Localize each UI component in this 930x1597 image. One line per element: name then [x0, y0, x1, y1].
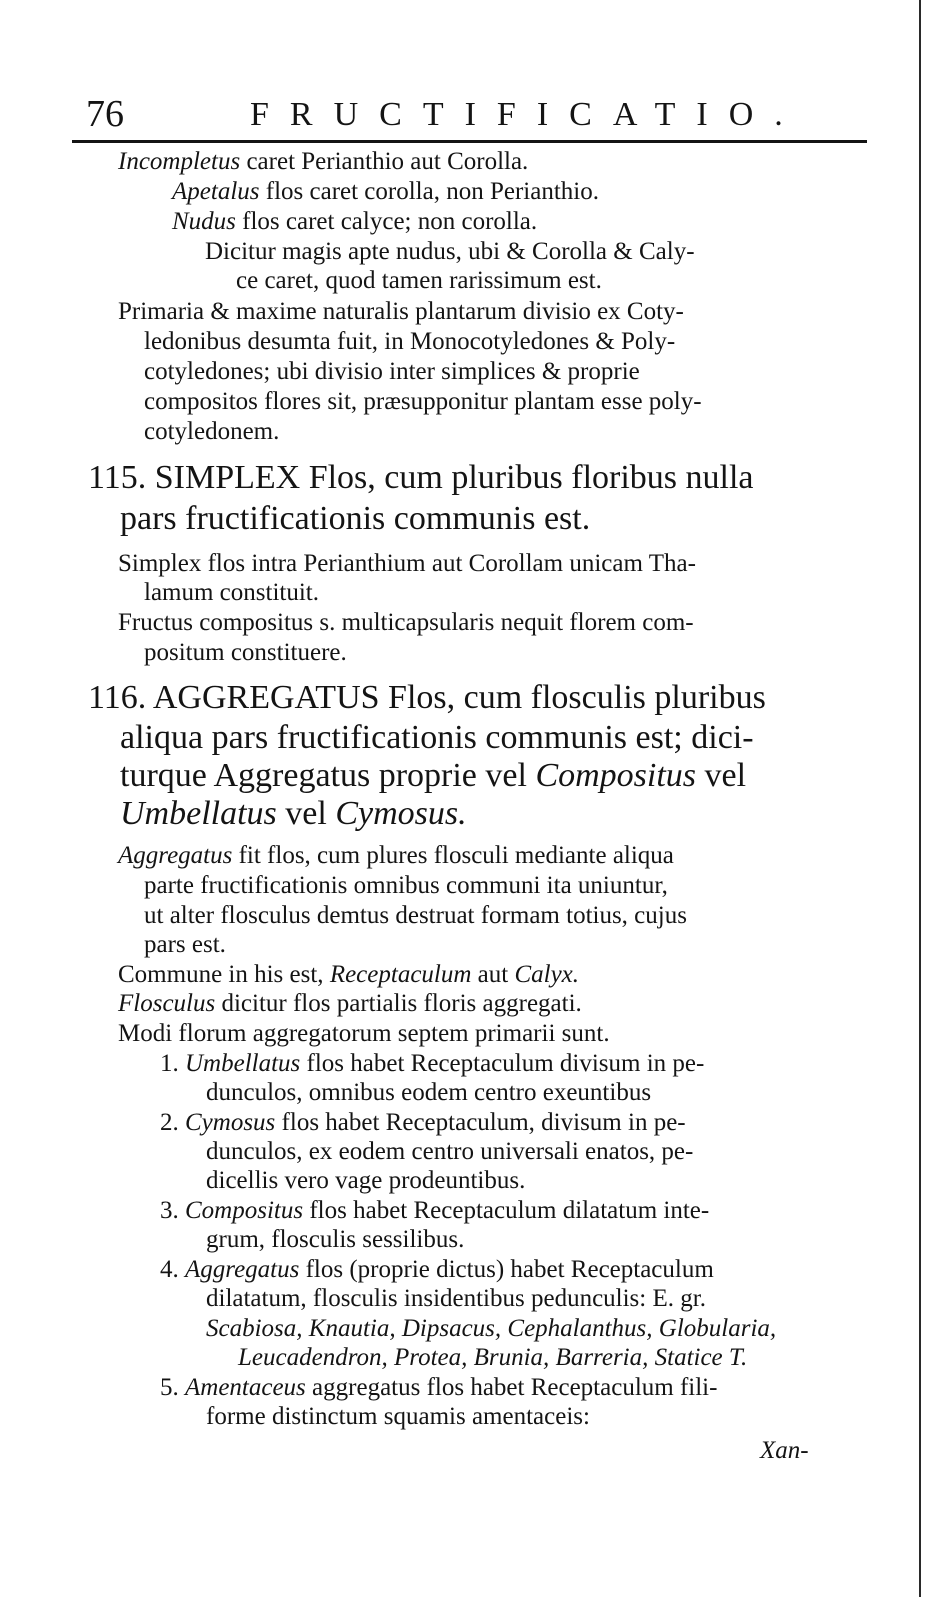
text-line	[160, 1255, 714, 1285]
text-segment: positum constituere.	[144, 639, 347, 666]
text-segment: 115. SIMPLEX Flos, cum pluribus floribus nulla	[88, 459, 754, 496]
italic-text: Umbellatus	[120, 795, 277, 832]
italic-text: Apetalus	[172, 178, 260, 205]
text-segment: flos caret calyce; non corolla.	[235, 208, 538, 235]
italic-text: Incompletus	[118, 148, 241, 175]
italic-text: Amentaceus	[185, 1374, 306, 1401]
italic-text: Calyx.	[514, 961, 580, 988]
text-line	[144, 871, 668, 901]
text-line	[88, 678, 766, 718]
italic-text: Xan-	[760, 1437, 809, 1464]
italic-text: Umbellatus	[185, 1050, 301, 1077]
text-segment: cotyledones; ubi divisio inter simplices & proprie	[144, 358, 640, 385]
text-line	[120, 756, 746, 796]
italic-text: Compositus	[185, 1197, 304, 1224]
text-segment: ledonibus desumta fuit, in Monocotyledones & Poly-	[144, 328, 676, 355]
italic-text: Compositus	[535, 757, 697, 794]
text-segment: turque Aggregatus proprie vel	[120, 757, 536, 794]
text-line	[118, 297, 684, 327]
text-segment: pars fructificationis communis est.	[120, 500, 591, 537]
text-segment: Fructus compositus s. multicapsularis nequit florem com-	[118, 609, 694, 636]
text-line	[236, 266, 602, 296]
text-segment: dicellis vero vage prodeuntibus.	[206, 1167, 526, 1194]
text-line	[206, 1314, 776, 1344]
text-line	[144, 578, 319, 608]
text-line	[120, 499, 590, 539]
text-segment: pars est.	[144, 931, 226, 958]
text-segment: compositos flores sit, præsupponitur plantam esse poly-	[144, 388, 702, 415]
text-line	[238, 1343, 747, 1373]
text-segment: dilatatum, flosculis insidentibus pedunculis: E. gr.	[206, 1285, 706, 1312]
text-segment: vel	[696, 757, 747, 794]
italic-text: Leucadendron, Protea, Brunia, Barreria, Statice T.	[238, 1344, 748, 1371]
text-line	[118, 549, 696, 579]
text-segment: flos habet Receptaculum divisum in pe-	[300, 1050, 705, 1077]
text-segment: ce caret, quod tamen rarissimum est.	[236, 267, 602, 294]
text-line	[206, 1402, 590, 1432]
text-segment: Modi florum aggregatorum septem primarii sunt.	[118, 1020, 610, 1047]
text-line	[118, 960, 579, 990]
text-line	[206, 1284, 706, 1314]
text-segment: flos caret corolla, non Perianthio.	[259, 178, 599, 205]
text-segment: caret Perianthio aut Corolla.	[240, 148, 529, 175]
italic-text: Cymosus	[185, 1109, 276, 1136]
text-line	[206, 1225, 464, 1255]
text-segment: vel	[276, 795, 336, 832]
text-line	[118, 608, 694, 638]
text-line	[206, 1078, 651, 1108]
italic-text: Cymosus.	[335, 795, 467, 832]
header-rule	[72, 140, 867, 143]
text-line	[172, 207, 537, 237]
text-segment: fit flos, cum plures flosculi mediante aliqua	[232, 842, 674, 869]
text-line	[120, 718, 754, 758]
text-line	[144, 417, 279, 447]
italic-text: Flosculus	[118, 990, 216, 1017]
text-line	[120, 794, 467, 834]
text-segment: Primaria & maxime naturalis plantarum divisio ex Coty-	[118, 298, 684, 325]
text-segment: dunculos, omnibus eodem centro exeuntibus	[206, 1079, 652, 1106]
italic-text: Scabiosa, Knautia, Dipsacus, Cephalanthus, Globularia,	[206, 1315, 777, 1342]
text-line	[205, 237, 695, 267]
text-line	[118, 147, 528, 177]
text-segment: 1.	[160, 1050, 185, 1077]
text-line	[144, 327, 675, 357]
running-title: FRUCTIFICATIO.	[250, 96, 804, 133]
italic-text: Aggregatus	[185, 1256, 300, 1283]
text-segment: 3.	[160, 1197, 185, 1224]
text-segment: 116. AGGREGATUS Flos, cum flosculis pluribus	[88, 679, 766, 716]
text-segment: flos habet Receptaculum dilatatum inte-	[303, 1197, 710, 1224]
text-line	[160, 1049, 704, 1079]
page-number: 76	[86, 93, 124, 135]
text-line	[206, 1166, 525, 1196]
text-line	[160, 1196, 709, 1226]
text-segment: grum, flosculis sessilibus.	[206, 1226, 465, 1253]
text-line	[144, 387, 702, 417]
text-segment: 5.	[160, 1374, 185, 1401]
text-line	[118, 841, 674, 871]
text-segment: Dicitur magis apte nudus, ubi & Corolla & Caly-	[205, 238, 695, 265]
text-line	[172, 177, 599, 207]
text-line	[760, 1436, 809, 1466]
text-segment: Commune in his est,	[118, 961, 330, 988]
text-segment: 2.	[160, 1109, 185, 1136]
text-line	[118, 989, 582, 1019]
italic-text: Receptaculum	[329, 961, 472, 988]
text-segment: lamum constituit.	[144, 579, 319, 606]
text-segment: dicitur flos partialis floris aggregati.	[215, 990, 582, 1017]
text-line	[88, 458, 754, 498]
text-segment: parte fructificationis omnibus communi ita uniuntur,	[144, 872, 668, 899]
text-segment: 4.	[160, 1256, 185, 1283]
text-line	[144, 357, 640, 387]
text-line	[118, 1019, 610, 1049]
text-line	[160, 1373, 717, 1403]
text-segment: cotyledonem.	[144, 418, 280, 445]
text-segment: ut alter flosculus demtus destruat formam totius, cujus	[144, 902, 687, 929]
italic-text: Aggregatus	[118, 842, 233, 869]
text-line	[160, 1108, 686, 1138]
page-edge-line	[919, 0, 921, 1597]
text-segment: aliqua pars fructificationis communis est; dici-	[120, 719, 754, 756]
text-line	[206, 1137, 693, 1167]
text-segment: flos habet Receptaculum, divisum in pe-	[275, 1109, 686, 1136]
text-line	[144, 930, 226, 960]
text-segment: dunculos, ex eodem centro universali enatos, pe-	[206, 1138, 694, 1165]
text-segment: forme distinctum squamis amentaceis:	[206, 1403, 590, 1430]
text-segment: aggregatus flos habet Receptaculum fili-	[305, 1374, 718, 1401]
text-line	[144, 638, 347, 668]
text-segment: flos (proprie dictus) habet Receptaculum	[299, 1256, 714, 1283]
text-segment: Simplex flos intra Perianthium aut Corollam unicam Tha-	[118, 550, 696, 577]
page-header	[72, 92, 867, 136]
text-line	[144, 901, 687, 931]
italic-text: Nudus	[172, 208, 236, 235]
text-segment: aut	[471, 961, 515, 988]
